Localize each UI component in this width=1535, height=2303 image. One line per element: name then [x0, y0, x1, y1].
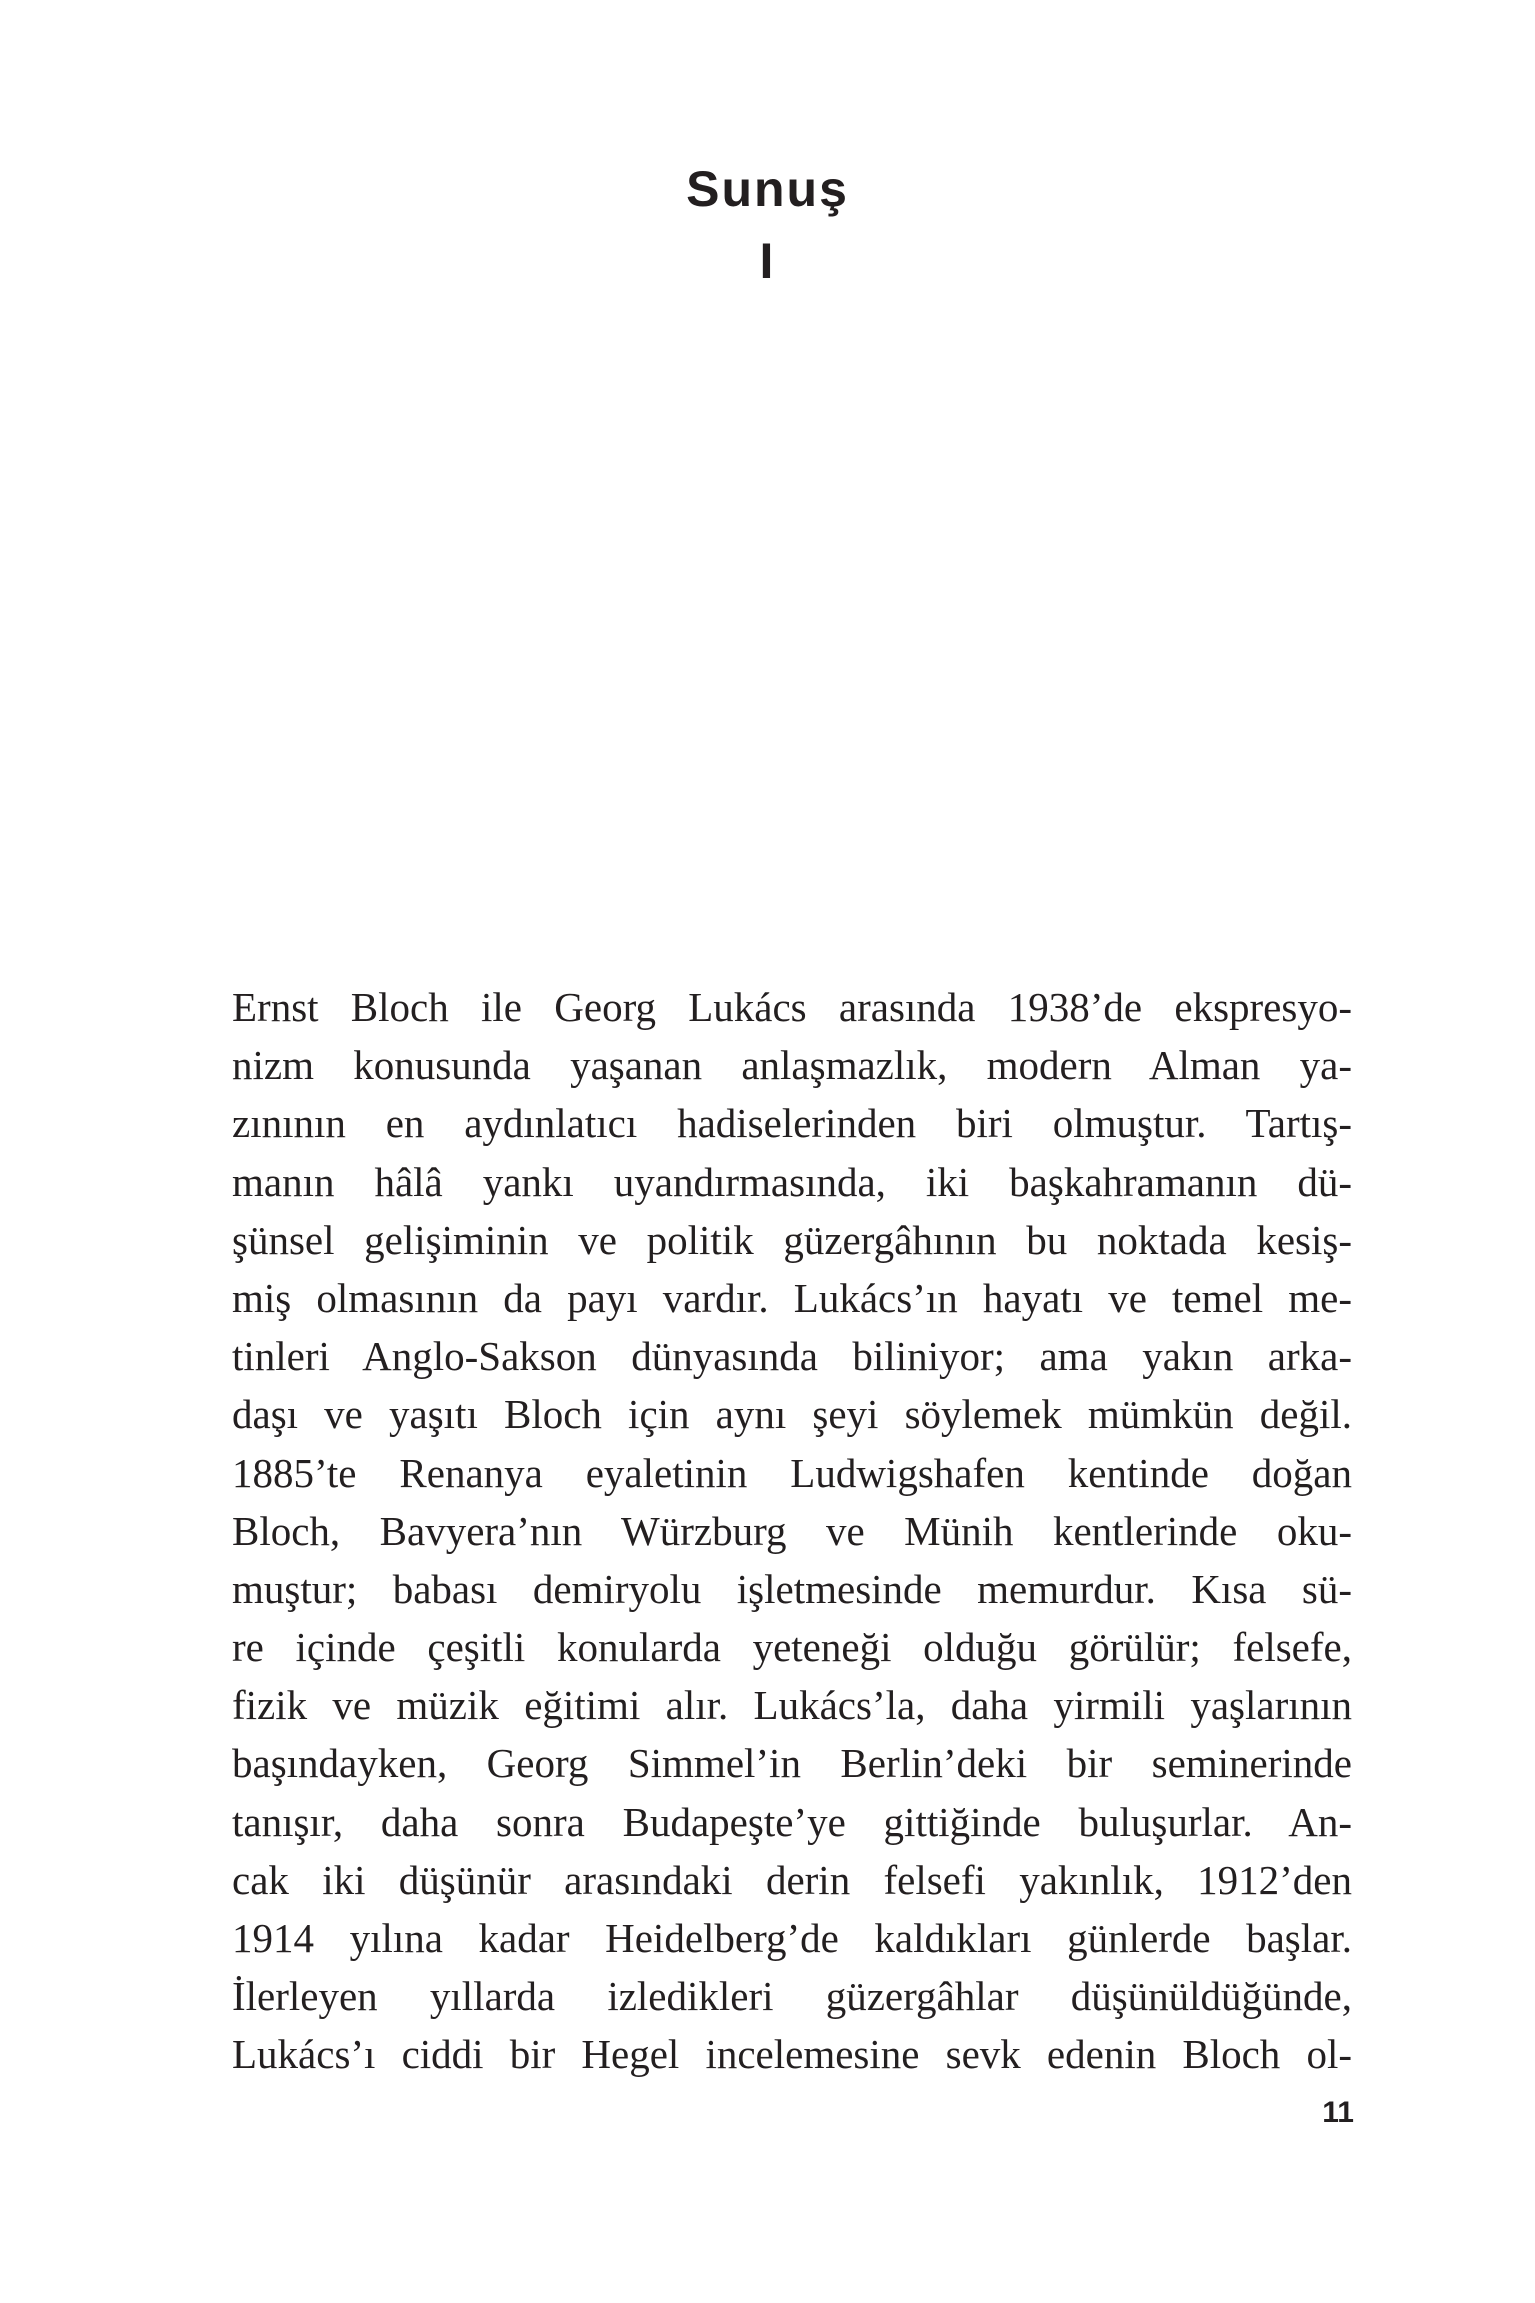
- text-line: re içinde çeşitli konularda yeteneği olduğu görülür; felsefe,: [232, 1624, 1352, 1671]
- text-line: şünsel gelişiminin ve politik güzergâhının bu noktada kesiş-: [232, 1216, 1352, 1263]
- body-paragraph: [232, 978, 1352, 2084]
- text-line: tanışır, daha sonra Budapeşte’ye gittiğinde buluşurlar. An-: [232, 1798, 1352, 1845]
- section-numeral: I: [759, 233, 776, 289]
- text-line: muştur; babası demiryolu işletmesinde memurdur. Kısa sü-: [232, 1565, 1352, 1612]
- text-line: 1885’te Renanya eyaletinin Ludwigshafen kentinde doğan: [232, 1449, 1352, 1496]
- text-line: tinleri Anglo-Sakson dünyasında biliniyor; ama yakın arka-: [232, 1333, 1352, 1380]
- text-line: İlerleyen yıllarda izledikleri güzergâhlar düşünüldüğünde,: [232, 1973, 1352, 2020]
- text-line: nizm konusunda yaşanan anlaşmazlık, modern Alman ya-: [232, 1042, 1352, 1089]
- text-line: manın hâlâ yankı uyandırmasında, iki başkahramanın dü-: [232, 1158, 1352, 1205]
- text-line: miş olmasının da payı vardır. Lukács’ın hayatı ve temel me-: [232, 1274, 1352, 1321]
- text-line: cak iki düşünür arasındaki derin felsefi yakınlık, 1912’den: [232, 1856, 1352, 1903]
- text-line: zınının en aydınlatıcı hadiselerinden biri olmuştur. Tartış-: [232, 1100, 1352, 1147]
- text-line: daşı ve yaşıtı Bloch için aynı şeyi söylemek mümkün değil.: [232, 1391, 1352, 1438]
- text-line: Lukács’ı ciddi bir Hegel incelemesine sevk edenin Bloch ol-: [232, 2031, 1352, 2078]
- text-line: 1914 yılına kadar Heidelberg’de kaldıkları günlerde başlar.: [232, 1915, 1352, 1961]
- text-line: Bloch, Bavyera’nın Würzburg ve Münih kentlerinde oku-: [232, 1507, 1352, 1554]
- page-number: 11: [1322, 2096, 1354, 2129]
- text-line: başındayken, Georg Simmel’in Berlin’deki bir seminerinde: [232, 1740, 1352, 1787]
- text-line: fizik ve müzik eğitimi alır. Lukács’la, daha yirmili yaşlarının: [232, 1682, 1352, 1729]
- chapter-title: Sunuş: [686, 161, 849, 217]
- text-line: Ernst Bloch ile Georg Lukács arasında 1938’de ekspresyo-: [232, 984, 1352, 1030]
